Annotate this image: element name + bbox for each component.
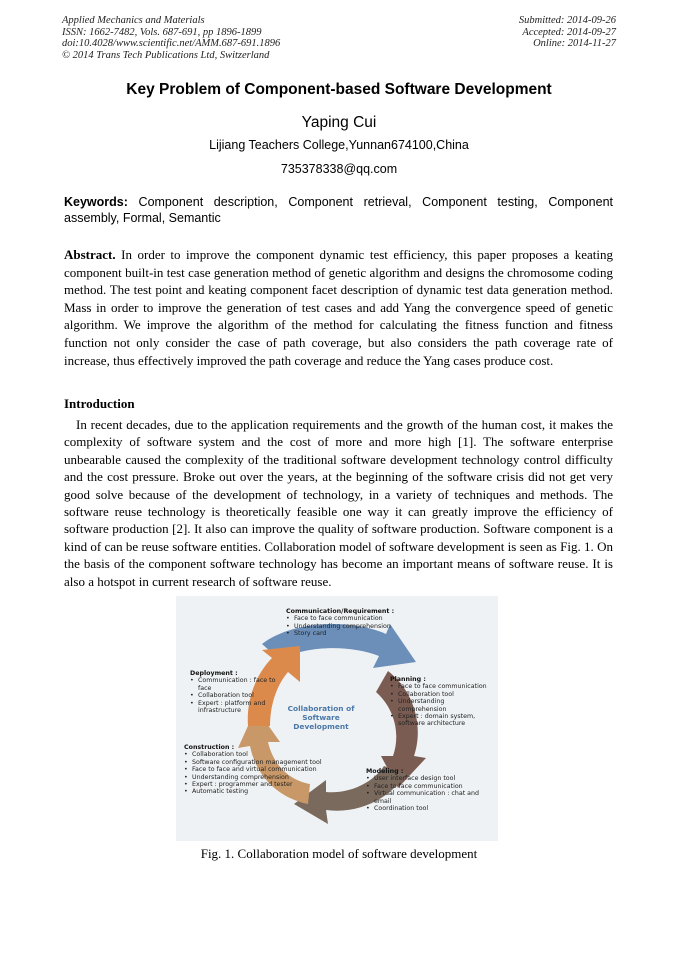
list-item: • Understanding comprehension bbox=[192, 774, 326, 781]
list-item: • Understanding comprehension bbox=[294, 623, 394, 630]
list-item: • Face to face communication bbox=[294, 615, 394, 622]
section-heading: Introduction bbox=[64, 396, 135, 411]
keywords-label: Keywords: bbox=[64, 195, 128, 209]
author-name: Yaping Cui bbox=[301, 114, 377, 131]
stage-deployment bbox=[190, 670, 286, 714]
list-item: • Automatic testing bbox=[192, 788, 326, 795]
list-item: • Collaboration tool bbox=[198, 692, 286, 699]
journal-header bbox=[62, 15, 280, 61]
abstract bbox=[64, 246, 613, 369]
journal-copyright: © 2014 Trans Tech Publications Ltd, Switzerland bbox=[62, 49, 270, 61]
list-item: • Face to face communication bbox=[374, 783, 484, 790]
stage-heading: Communication/Requirement : bbox=[286, 608, 395, 615]
author-affiliation: Lijiang Teachers College,Yunnan674100,China bbox=[209, 138, 469, 152]
list-item: • Communication : face to face bbox=[198, 677, 286, 692]
paper-title: Key Problem of Component-based Software Development bbox=[126, 81, 552, 98]
stage-construction bbox=[184, 744, 326, 796]
keywords bbox=[64, 195, 613, 226]
author-email[interactable]: 735378338@qq.com bbox=[280, 162, 398, 176]
list-item: • Software configuration management tool bbox=[192, 759, 326, 766]
list-item: • Virtual communication : chat and email bbox=[374, 790, 484, 805]
center-line-1: Collaboration of bbox=[287, 704, 355, 713]
cycle-center-label bbox=[280, 704, 362, 731]
abstract-label: Abstract. bbox=[64, 247, 116, 262]
collaboration-figure bbox=[176, 596, 498, 841]
list-item: • Face to face communication bbox=[398, 683, 494, 690]
journal-name: Applied Mechanics and Materials bbox=[62, 15, 205, 26]
keywords-text: Component description, Component retrieval, Component testing, Component assembly, Formal, Semantic bbox=[64, 195, 613, 225]
center-line-2: Software Development bbox=[293, 713, 349, 731]
list-item: • Story card bbox=[294, 630, 394, 637]
stage-communication bbox=[286, 608, 394, 638]
stage-heading: Deployment : bbox=[190, 670, 238, 677]
list-item: • Collaboration tool bbox=[192, 751, 326, 758]
journal-issn: ISSN: 1662-7482, Vols. 687-691, pp 1896-1899 bbox=[62, 26, 262, 38]
list-item: • Expert : platform and infrastructure bbox=[198, 700, 286, 715]
list-item: • Coordination tool bbox=[374, 805, 484, 812]
stage-heading: Planning : bbox=[390, 676, 426, 683]
list-item: • Expert : domain system, software architecture bbox=[398, 713, 494, 728]
list-item: • User interface design tool bbox=[374, 775, 484, 782]
online-date: Online: 2014-11-27 bbox=[533, 38, 616, 49]
list-item: • Understanding comprehension bbox=[398, 698, 494, 713]
abstract-text: In order to improve the component dynamic test efficiency, this paper proposes a keating component built-in test case generation method of genetic algorithm and designs the chromosome coding method. The test point and keating component facet description of dynamic test data generation method. Mass in order to improve the generation of test cases and add Yang the convergence speed of genetic algorithm. We improve the algorithm of the method for calculating the fitness function and fitness function not only consider the case of path coverage, but also considers the path coverage rate of increase, thus effectively improved the path coverage and reduce the Yang cases produce cost. bbox=[64, 247, 613, 368]
stage-heading: Construction : bbox=[184, 744, 235, 751]
list-item: • Expert : programmer and tester bbox=[192, 781, 326, 788]
stage-planning bbox=[390, 676, 494, 728]
accepted-date: Accepted: 2014-09-27 bbox=[522, 26, 616, 38]
list-item: • Collaboration tool bbox=[398, 691, 494, 698]
dates-header bbox=[519, 15, 616, 50]
figure-caption: Fig. 1. Collaboration model of software development bbox=[200, 846, 478, 861]
stage-modeling bbox=[366, 768, 484, 812]
intro-paragraph: In recent decades, due to the application requirements and the growth of the human cost, it makes the complexity of software system and the cost of more and more high [1]. The software enterprise unbearable caused the complexity of the traditional software development technology control difficulty and the cost pressure. Broke out over the years, at the beginning of the software crisis did not get very good solve because of the development of technology, in a variety of techniques and methods. The software reuse technology is theoretically feasible one way it can greatly improve the efficiency of software production [2]. It also can improve the quality of software production. Software component is a kind of can be reuse software entities. Collaboration model of software development is seen as Fig. 1. On the basis of the component software technology has become an important means of software reuse. It is also a hotspot in current research of software reuse. bbox=[64, 417, 613, 589]
submitted-date: Submitted: 2014-09-26 bbox=[518, 15, 616, 26]
list-item: • Face to face and virtual communication bbox=[192, 766, 326, 773]
journal-doi[interactable]: doi:10.4028/www.scientific.net/AMM.687-691.1896 bbox=[62, 38, 281, 49]
stage-heading: Modeling : bbox=[366, 768, 404, 775]
